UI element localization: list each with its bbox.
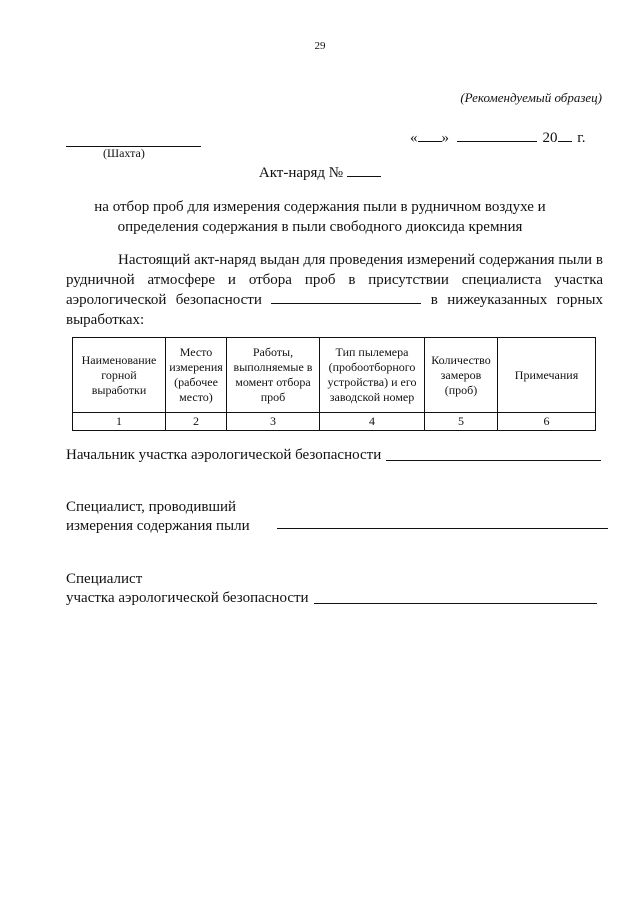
chief-signature-line bbox=[386, 460, 601, 461]
specialist-name-blank bbox=[271, 291, 421, 304]
specialist-1-label-line1: Специалист, проводивший bbox=[66, 499, 237, 515]
month-blank bbox=[457, 128, 537, 142]
column-number: 1 bbox=[73, 413, 166, 431]
date-close-quote: » bbox=[441, 130, 449, 146]
column-number: 5 bbox=[425, 413, 498, 431]
table-number-row bbox=[73, 413, 596, 431]
title-text: Акт-наряд № bbox=[258, 165, 344, 181]
year-prefix: 20 bbox=[542, 130, 558, 146]
column-number: 6 bbox=[498, 413, 596, 431]
year-suffix: г. bbox=[577, 130, 586, 146]
header-samples-count: Количество замеров (проб) bbox=[425, 338, 498, 413]
specialist-2-signature-line bbox=[314, 603, 597, 604]
paragraph-part2: в нижеуказанных горных выработках: bbox=[66, 292, 604, 328]
specialist-2-label-line1: Специалист bbox=[66, 571, 143, 587]
header-works: Работы, выполняемые в момент отбора проб bbox=[227, 338, 320, 413]
document-subtitle: на отбор проб для измерения содержания пыли в рудничном воздухе и определения содержания в пыли свободного диоксида кремния bbox=[94, 199, 546, 235]
header-working-name: Наименование горной выработки bbox=[73, 338, 166, 413]
header-dust-meter-type: Тип пылемера (пробоотборного устройства) и его заводской номер bbox=[320, 338, 425, 413]
paragraph-part1: Настоящий акт-наряд выдан для проведения измерений содержания пыли в рудничной атмосфере и отбора проб в присутствии специалиста участка аэрологической безопасности bbox=[66, 252, 603, 308]
column-number: 2 bbox=[166, 413, 227, 431]
chief-signature-label: Начальник участка аэрологической безопасности bbox=[66, 447, 382, 463]
page-number: 29 bbox=[314, 40, 326, 52]
specialist-1-signature-line bbox=[277, 528, 608, 529]
column-number: 4 bbox=[320, 413, 425, 431]
document-title bbox=[0, 163, 640, 182]
day-blank bbox=[418, 128, 442, 142]
table-header-row bbox=[73, 338, 596, 413]
header-notes: Примечания bbox=[498, 338, 596, 413]
specialist-1-label-line2: измерения содержания пыли bbox=[66, 518, 250, 534]
workings-table bbox=[72, 337, 596, 431]
specialist-2-label-line2: участка аэрологической безопасности bbox=[66, 590, 309, 606]
column-number: 3 bbox=[227, 413, 320, 431]
date-open-quote: « bbox=[410, 130, 418, 146]
act-number-blank bbox=[347, 163, 381, 177]
recommended-sample-note: (Рекомендуемый образец) bbox=[460, 90, 602, 105]
document-date bbox=[410, 128, 585, 147]
intro-paragraph bbox=[66, 250, 603, 330]
year-blank bbox=[558, 128, 572, 142]
header-measurement-place: Место измерения (рабочее место) bbox=[166, 338, 227, 413]
mine-label: (Шахта) bbox=[103, 146, 145, 160]
